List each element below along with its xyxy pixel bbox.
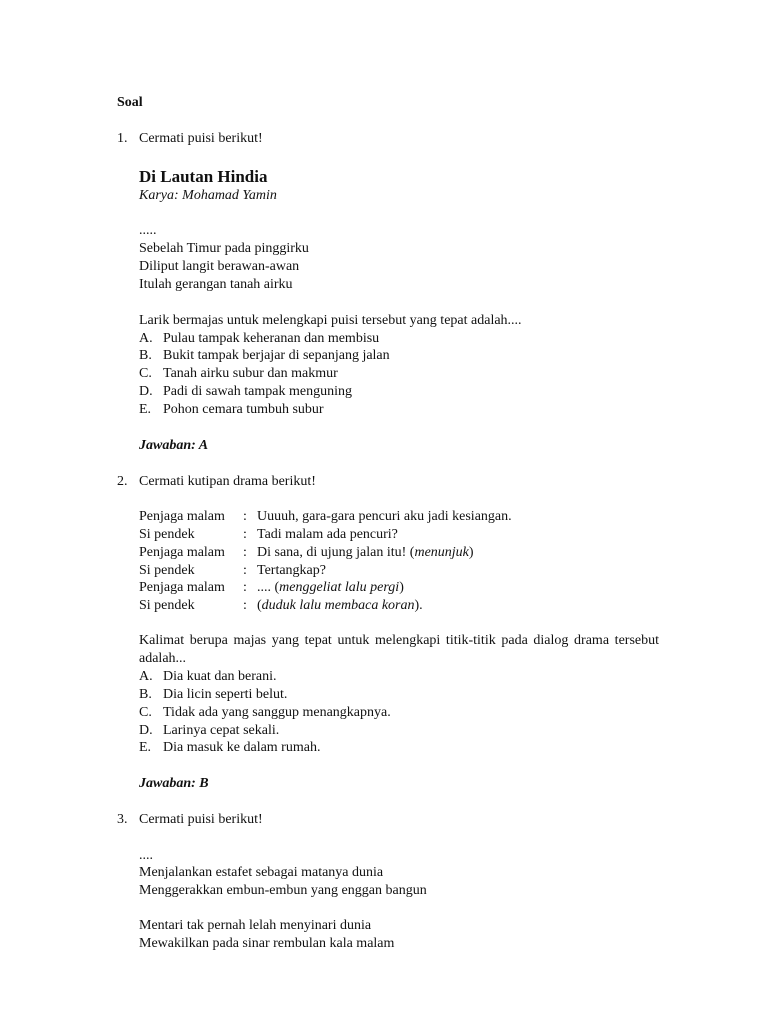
option-item — [139, 722, 279, 740]
option-item — [139, 401, 324, 419]
option-text: Tanah airku subur dan makmur — [163, 366, 338, 381]
option-item — [139, 365, 338, 383]
option-text: Dia kuat dan berani. — [163, 669, 277, 684]
option-letter: A. — [139, 669, 153, 684]
poem-line: .... — [139, 848, 153, 863]
option-text: Bukit tampak berjajar di sepanjang jalan — [163, 348, 390, 363]
stage-direction: duduk lalu membaca koran — [261, 598, 415, 613]
option-text: Dia licin seperti belut. — [163, 687, 288, 702]
poem-line: Mewakilkan pada sinar rembulan kala malam — [139, 936, 395, 951]
poem-line: Diliput langit berawan-awan — [139, 259, 300, 274]
option-text: Dia masuk ke dalam rumah. — [163, 740, 321, 755]
poem-line: ..... — [139, 223, 157, 238]
stage-direction: menunjuk — [414, 545, 469, 560]
option-text: Tidak ada yang sanggup menangkapnya. — [163, 705, 391, 720]
dialog-speaker: Si pendek — [139, 598, 195, 613]
option-letter: C. — [139, 366, 152, 381]
answer-2: Jawaban: B — [139, 776, 209, 791]
dialog-line — [139, 562, 326, 580]
option-text: Padi di sawah tampak menguning — [163, 384, 352, 399]
dialog-speaker: Penjaga malam — [139, 580, 225, 595]
dialog-text: Uuuuh, gara-gara pencuri aku jadi kesiangan. — [257, 509, 512, 524]
dialog-colon: : — [243, 580, 247, 595]
poem-line: Sebelah Timur pada pinggirku — [139, 241, 309, 256]
dialog-suffix: ) — [399, 580, 404, 595]
dialog-text: Tadi malam ada pencuri? — [257, 527, 398, 542]
option-text: Larinya cepat sekali. — [163, 723, 280, 738]
dialog-speaker: Penjaga malam — [139, 509, 225, 524]
question-3-number: 3. — [117, 812, 128, 827]
question-1-text: Larik bermajas untuk melengkapi puisi tersebut yang tepat adalah.... — [139, 313, 522, 328]
option-item — [139, 704, 391, 722]
option-text: Pohon cemara tumbuh subur — [163, 402, 324, 417]
option-letter: B. — [139, 348, 152, 363]
question-1-prompt: Cermati puisi berikut! — [139, 131, 263, 146]
dialog-colon: : — [243, 598, 247, 613]
dialog-line — [139, 597, 423, 615]
option-item — [139, 739, 320, 757]
question-2-prompt: Cermati kutipan drama berikut! — [139, 474, 316, 489]
dialog-speaker: Penjaga malam — [139, 545, 225, 560]
dialog-text: ( — [257, 598, 262, 613]
dialog-line — [139, 544, 474, 562]
option-letter: B. — [139, 687, 152, 702]
answer-1: Jawaban: A — [139, 438, 209, 453]
option-item — [139, 383, 352, 401]
dialog-colon: : — [243, 563, 247, 578]
option-item — [139, 330, 379, 348]
dialog-colon: : — [243, 509, 247, 524]
option-item — [139, 347, 390, 365]
dialog-colon: : — [243, 545, 247, 560]
option-letter: E. — [139, 402, 152, 417]
poem-line: Itulah gerangan tanah airku — [139, 277, 293, 292]
poem-title: Di Lautan Hindia — [139, 167, 268, 186]
question-1-number: 1. — [117, 131, 128, 146]
dialog-text: Tertangkap? — [257, 563, 326, 578]
option-letter: A. — [139, 331, 153, 346]
option-letter: D. — [139, 384, 153, 399]
dialog-text: Di sana, di ujung jalan itu! ( — [257, 545, 415, 560]
poem-line: Menggerakkan embun-embun yang enggan bangun — [139, 883, 427, 898]
stage-direction: menggeliat lalu pergi — [279, 580, 400, 595]
option-item — [139, 686, 287, 704]
question-2-number: 2. — [117, 474, 128, 489]
option-item — [139, 668, 277, 686]
dialog-text: .... ( — [257, 580, 280, 595]
dialog-colon: : — [243, 527, 247, 542]
dialog-suffix: ) — [468, 545, 474, 560]
poem-author: Karya: Mohamad Yamin — [139, 188, 277, 203]
question-2-text: Kalimat berupa majas yang tepat untuk melengkapi titik-titik pada dialog drama tersebut adalah... — [139, 633, 659, 666]
poem-line: Menjalankan estafet sebagai matanya dunia — [139, 865, 384, 880]
dialog-suffix: ). — [414, 598, 423, 613]
dialog-line — [139, 508, 512, 526]
option-letter: C. — [139, 705, 152, 720]
poem-line: Mentari tak pernah lelah menyinari dunia — [139, 918, 372, 933]
section-heading: Soal — [117, 95, 143, 110]
option-letter: D. — [139, 723, 153, 738]
dialog-line — [139, 526, 398, 544]
question-3-prompt: Cermati puisi berikut! — [139, 812, 263, 827]
dialog-speaker: Si pendek — [139, 527, 195, 542]
dialog-line — [139, 579, 404, 597]
dialog-speaker: Si pendek — [139, 563, 195, 578]
option-text: Pulau tampak keheranan dan membisu — [163, 331, 380, 346]
option-letter: E. — [139, 740, 152, 755]
